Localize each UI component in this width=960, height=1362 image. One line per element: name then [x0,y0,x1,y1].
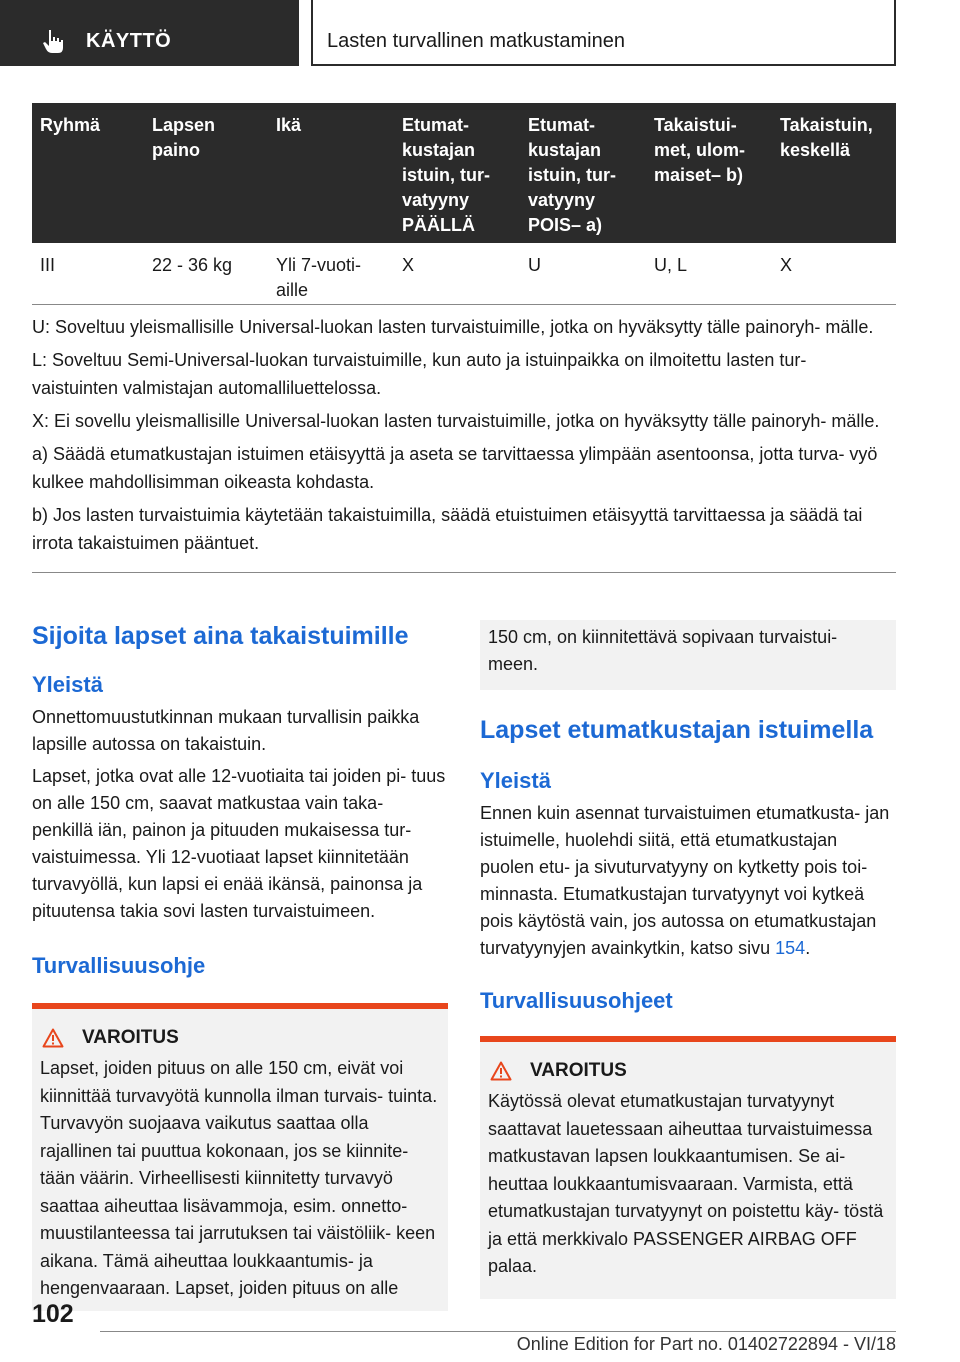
warning-title [40,1027,440,1049]
page-reference-link[interactable]: 154 [775,938,806,958]
table-cell: U, L [654,255,688,275]
section-label: KÄYTTÖ [86,30,172,52]
left-column [32,620,448,1311]
chapter-tab [311,0,896,66]
right-column [480,620,896,1299]
table-header-cell: Etumat- kustajan istuin, tur- vatyyny PÄÄLLÄ [402,115,490,235]
warning-text-continued: 150 cm, on kiinnitettävä sopivaan turvaistui- meen. [488,627,838,674]
table-header-cell: Ryhmä [40,115,101,135]
table-note: U: Soveltuu yleismallisille Universal-luokan lasten turvaistuimille, jotka on hyväksytty tälle painoryh- mälle. [32,317,874,337]
warning-box [32,1003,448,1311]
safety-heading: Turvallisuusohje [32,953,206,978]
paragraph-text: Ennen kuin asennat turvaistuimen etumatkusta- jan istuimelle, huolehdi siitä, että etumatkustajan puolen etu- ja sivuturvatyyny on kytketty pois toi- minnasta. Etumatkustajan turvatyynyt voi kytkeä pois käytöstä vain, jos autossa on etumatkustajan turvatyynyjen avainkytkin, katso sivu [480,803,890,958]
subsection-title: Yleistä [32,672,103,697]
paragraph: Onnettomuustutkinnan mukaan turvallisin paikka lapsille autossa on takaistuin. [32,707,420,754]
table-note: b) Jos lasten turvaistuimia käytetään takaistuimilla, säädä etuistuimen etäisyyttä tarvittaessa ja säädä tai irrota takaistuimen pääntuet. [32,505,863,553]
chapter-label: Lasten turvallinen matkustaminen [327,30,625,52]
table-header-cell: Takaistuin, keskellä [780,115,873,160]
table-header-cell: Etumat- kustajan istuin, tur- vatyyny POIS– a) [528,115,616,235]
warning-text: Lapset, joiden pituus on alle 150 cm, eivät voi kiinnittää turvavyötä kunnolla ilman turvais- tuinta. Turvavyön suojaava vaikutus saattaa olla rajallinen tai puuttua kokonaan, jos se kiinnite- tään väärin. Virheellisesti kiinnitetty turvavyö saattaa aiheuttaa lisävammoja, esim. onnetto- muustilanteessa tai jarrutuksen tai väistöliik- keen aikana. Tämä aiheuttaa loukkaantumis- ja hengenvaaraan. Lapset, joiden pituus on alle [40,1058,438,1298]
warning-title-text: VAROITUS [530,1060,627,1081]
warning-box [480,1036,896,1299]
table-row [32,243,896,305]
subsection-title: Yleistä [480,768,551,793]
warning-text: Käytössä olevat etumatkustajan turvatyynyt saattavat lauetessaan aiheuttaa turvaistuimessa matkustavan lapsen loukkaantumisen. Se ai- heuttaa loukkaantumisvaaraan. Varmista, että etumatkustajan turvatyynyt on poistettu käy- töstä ja että merkkivalo PASSENGER AIRBAG OFF palaa. [488,1091,884,1276]
table-note: X: Ei sovellu yleismallisille Universal-luokan lasten turvaistuimille, jotka on hyväksytty tälle painoryh- mälle. [32,411,880,431]
hand-pointer-icon [40,28,66,54]
safety-heading: Turvallisuusohjeet [480,988,673,1013]
table-note: L: Soveltuu Semi-Universal-luokan turvaistuimille, kun auto ja istuinpaikka on ilmoitettu lasten tur- vaistuinten valmistajan automalliluettelossa. [32,350,807,398]
table-cell: 22 - 36 kg [152,255,233,275]
section-title: Sijoita lapset aina takaistuimille [32,622,409,650]
warning-triangle-icon [490,1061,512,1081]
table-header-row [32,103,896,243]
paragraph: Lapset, jotka ovat alle 12-vuotiaita tai joiden pi- tuus on alle 150 cm, saavat matkustaa vain taka- penkillä iän, painon ja pituuden mukaisessa tur- vaistuimessa. Yli 12-vuotiaat lapset kiinnitetään turvavyöllä, kun lapsi ei enää ikänsä, painonsa ja pituutensa takia sovi lasten turvaistuimeen. [32,766,446,921]
table-cell: U [528,255,541,275]
table-header-cell: Lapsen paino [152,115,216,160]
warning-triangle-icon [42,1028,64,1048]
footer-divider [100,1331,896,1332]
warning-title-text: VAROITUS [82,1027,179,1048]
table-header-cell: Takaistui- met, ulom- maiset– b) [654,115,746,185]
table-notes [32,305,896,573]
table-cell: X [780,255,793,275]
table-cell: III [40,255,56,275]
paragraph-end: . [805,938,811,958]
section-title: Lapset etumatkustajan istuimella [480,716,874,744]
table-cell: X [402,255,415,275]
table-cell: Yli 7-vuoti- aille [276,255,362,300]
warning-continuation [480,620,896,690]
table-header-cell: Ikä [276,115,302,135]
page-number: 102 [32,1300,74,1328]
warning-title [488,1060,888,1082]
child-seat-table [32,103,896,573]
table-note: a) Säädä etumatkustajan istuimen etäisyyttä ja aseta se tarvittaessa ylimpään asentoonsa, jotta turva- vyö kulkee mahdollisimman oikeasta kohdasta. [32,444,878,492]
section-tab [0,0,299,66]
paragraph [480,800,896,962]
edition-text: Online Edition for Part no. 01402722894 - VI/18 [516,1334,896,1354]
page-header [0,0,960,66]
